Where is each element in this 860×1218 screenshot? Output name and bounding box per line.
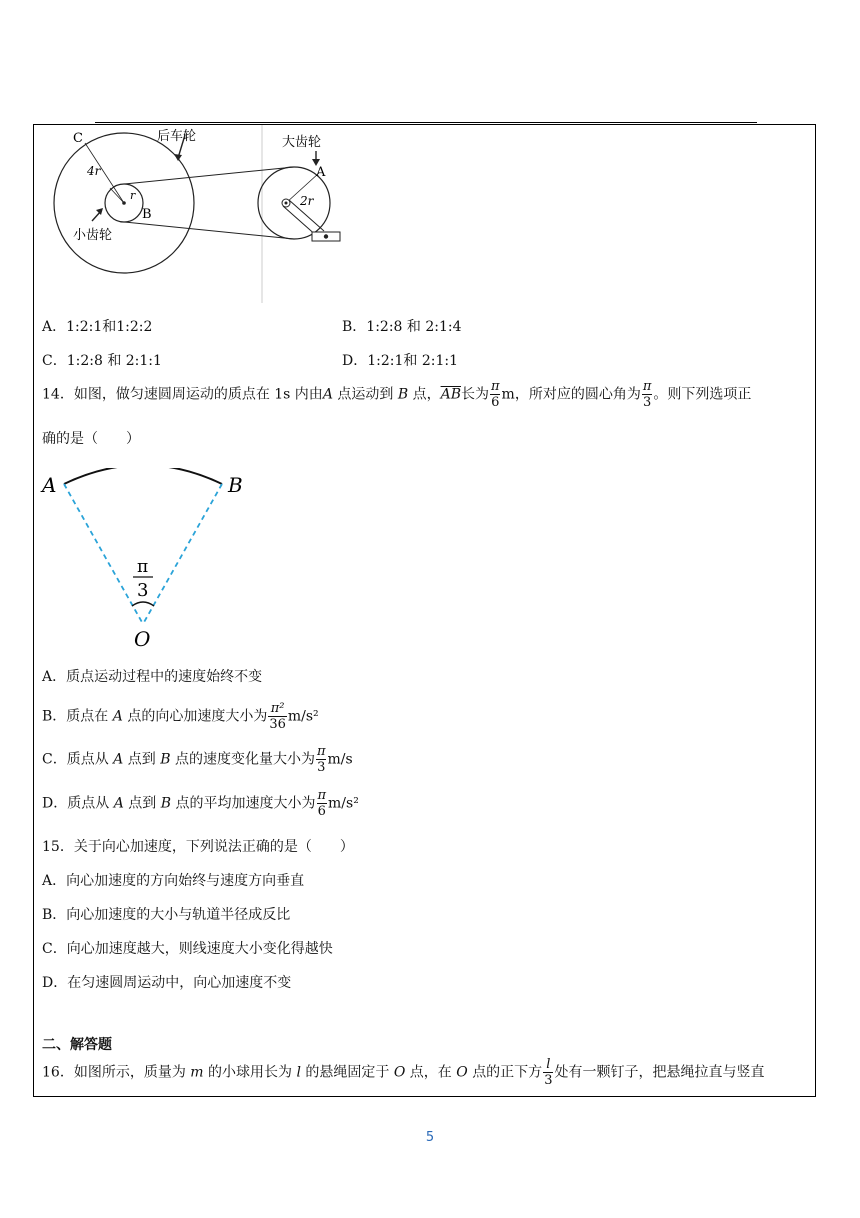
angle-num: π xyxy=(137,557,149,577)
label-r: r xyxy=(130,189,136,202)
q14-option-a: A．质点运动过程中的速度始终不变 xyxy=(42,669,263,685)
arc-sector-figure xyxy=(40,468,260,653)
label-2r: 2r xyxy=(300,194,314,208)
q15-option-a: A．向心加速度的方向始终与速度方向垂直 xyxy=(42,873,305,889)
q16-stem: 16．如图所示，质量为 m 的小球用长为 l 的悬绳固定于 O 点，在 O 点的正下方 $\frac{l}{3}$ 处有一颗钉子，把悬绳拉直与竖直 xyxy=(42,1057,765,1088)
q13-option-b: B．1:2:8 和 2:1:4 xyxy=(342,319,462,335)
q14-stem-line1: 14．如图，做匀速圆周运动的质点在 1s 内由A 点运动到 B 点，$\overline{AB}$长为 $\frac{\pi}{6}$ m，所对应的圆心角为 $\frac{\pi}{3}$ 。则下列选项正 xyxy=(42,379,752,410)
point-a-label: A xyxy=(42,473,57,497)
q14-option-d: D．质点从 A 点到 B 点的平均加速度大小为 $\frac{\pi}{6}$ m/s² xyxy=(42,788,359,819)
q15-option-b: B．向心加速度的大小与轨道半径成反比 xyxy=(42,907,291,923)
q14-option-c: C．质点从 A 点到 B 点的速度变化量大小为 $\frac{\pi}{3}$ m/s xyxy=(42,744,353,775)
center-o-label: O xyxy=(134,627,151,651)
label-B: B xyxy=(142,207,152,222)
q14-option-b: B．质点在 A 点的向心加速度大小为 $\frac{\text{π²}}{36}$ m/s² xyxy=(42,701,319,732)
page-number: 5 xyxy=(425,1130,435,1145)
bicycle-gear-figure xyxy=(40,125,360,305)
q15-stem: 15．关于向心加速度，下列说法正确的是（ ） xyxy=(42,839,354,855)
angle-den: 3 xyxy=(137,580,149,601)
header-rule xyxy=(95,122,757,123)
label-big-gear: 大齿轮 xyxy=(282,135,322,150)
q13-option-d: D．1:2:1和 2:1:1 xyxy=(342,353,458,369)
angle-fraction: $\frac{\pi}{3}$ xyxy=(642,379,652,410)
arc-length-fraction: $\frac{\pi}{6}$ xyxy=(491,379,500,410)
arc-ab: $\overline{AB}$ xyxy=(440,386,461,403)
q13-option-c: C．1:2:8 和 2:1:1 xyxy=(42,353,162,369)
label-A: A xyxy=(316,165,326,180)
label-small-gear: 小齿轮 xyxy=(73,228,113,243)
label-rear-wheel: 后车轮 xyxy=(157,129,197,144)
label-4r: 4r xyxy=(87,164,101,178)
q15-option-d: D．在匀速圆周运动中，向心加速度不变 xyxy=(42,975,292,991)
q15-option-c: C．向心加速度越大，则线速度大小变化得越快 xyxy=(42,941,333,957)
label-C: C xyxy=(73,131,83,146)
section-heading: 二、解答题 xyxy=(42,1037,112,1053)
q13-option-a: A．1:2:1和1:2:2 xyxy=(42,319,153,335)
point-b-label: B xyxy=(228,473,243,497)
q14-stem-line2: 确的是（ ） xyxy=(42,431,140,447)
